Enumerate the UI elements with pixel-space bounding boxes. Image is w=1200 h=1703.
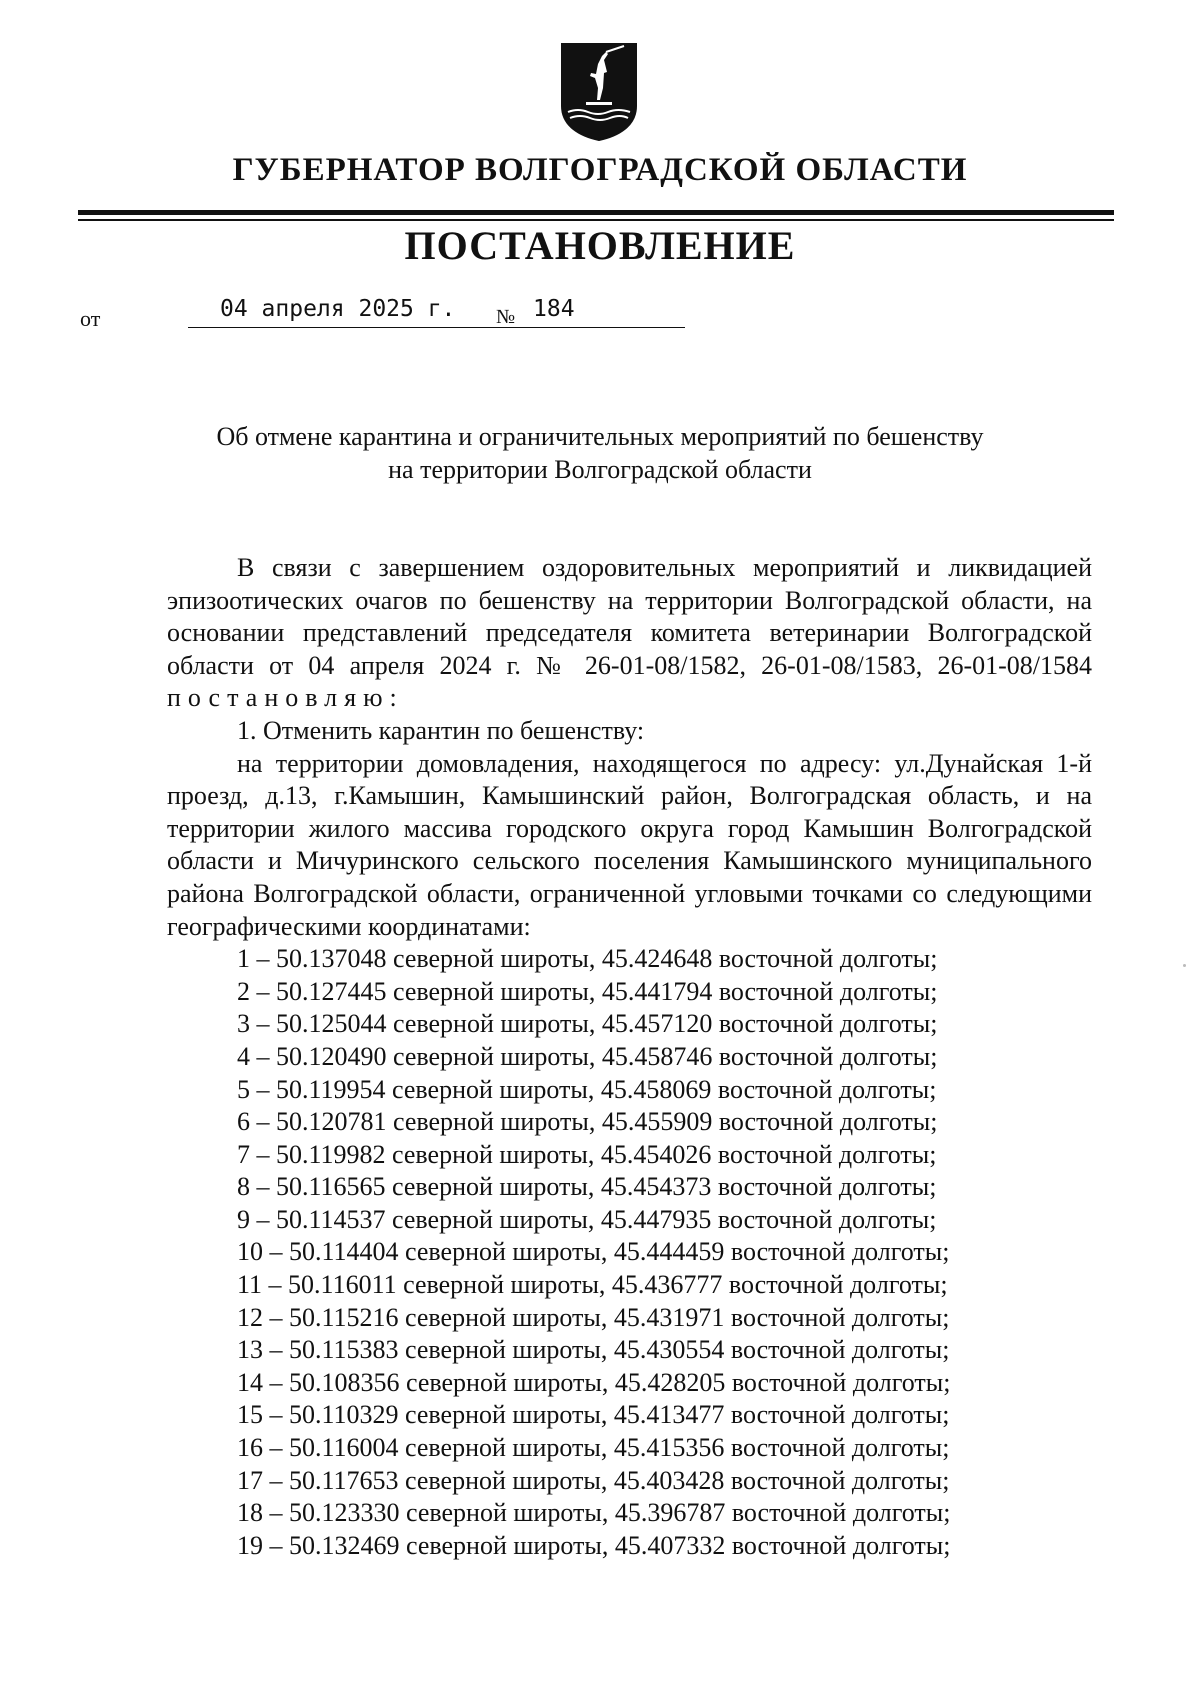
coat-of-arms-icon bbox=[560, 42, 638, 142]
coordinate-item: 7 – 50.119982 северной широты, 45.454026 восточной долготы; bbox=[237, 1139, 937, 1169]
coordinate-item: 5 – 50.119954 северной широты, 45.458069 восточной долготы; bbox=[237, 1074, 937, 1104]
coordinate-item: 9 – 50.114537 северной широты, 45.447935 восточной долготы; bbox=[237, 1204, 937, 1234]
header-divider-thick bbox=[78, 210, 1114, 215]
preamble-paragraph bbox=[167, 552, 1092, 715]
coordinate-item: 18 – 50.123330 северной широты, 45.396787 восточной долготы; bbox=[237, 1498, 951, 1528]
header-divider-thin bbox=[78, 219, 1114, 221]
subject-line-1: Об отмене карантина и ограничительных мероприятий по бешенству bbox=[216, 422, 984, 451]
coordinates-list bbox=[167, 943, 1092, 1562]
coordinate-item: 10 – 50.114404 северной широты, 45.444459 восточной долготы; bbox=[237, 1237, 950, 1267]
preamble-text: В связи с завершением оздоровительных мероприятий и ликвидацией эпизоотических очагов по бешенству на территории Волгоградской области, на основании представлений председателя комитета ветеринарии Волгоградской области от 04 апреля 2024 г. № 26-01-08/1582, 26-01-08/1583, 26-01-08/1584 bbox=[167, 553, 1092, 680]
coordinate-item: 8 – 50.116565 северной широты, 45.454373 восточной долготы; bbox=[237, 1172, 937, 1202]
document-number: 184 bbox=[525, 296, 685, 328]
resolve-word: постановляю: bbox=[167, 683, 404, 713]
issuing-authority: ГУБЕРНАТОР ВОЛГОГРАДСКОЙ ОБЛАСТИ bbox=[232, 152, 968, 188]
coordinate-item: 3 – 50.125044 северной широты, 45.457120 восточной долготы; bbox=[237, 1009, 938, 1039]
document-body bbox=[167, 552, 1092, 1562]
coordinate-item: 17 – 50.117653 северной широты, 45.403428 восточной долготы; bbox=[237, 1465, 950, 1495]
coordinate-item: 11 – 50.116011 северной широты, 45.436777 восточной долготы; bbox=[237, 1270, 948, 1300]
scan-artifact bbox=[1183, 964, 1186, 967]
coordinate-item: 4 – 50.120490 северной широты, 45.458746 восточной долготы; bbox=[237, 1041, 938, 1071]
coordinate-item: 15 – 50.110329 северной широты, 45.413477 восточной долготы; bbox=[237, 1400, 950, 1430]
item-1-title: 1. Отменить карантин по бешенству: bbox=[237, 715, 645, 745]
coordinate-item: 14 – 50.108356 северной широты, 45.428205 восточной долготы; bbox=[237, 1367, 951, 1397]
coordinate-item: 2 – 50.127445 северной широты, 45.441794 восточной долготы; bbox=[237, 976, 938, 1006]
coordinate-item: 6 – 50.120781 северной широты, 45.455909 восточной долготы; bbox=[237, 1107, 938, 1137]
document-date: 04 апреля 2025 г. bbox=[188, 296, 564, 328]
coordinate-item: 16 – 50.116004 северной широты, 45.415356 восточной долготы; bbox=[237, 1433, 950, 1463]
coordinate-item: 19 – 50.132469 северной широты, 45.407332 восточной долготы; bbox=[237, 1530, 951, 1560]
document-type: ПОСТАНОВЛЕНИЕ bbox=[404, 223, 796, 268]
document-subject bbox=[150, 420, 1050, 486]
coordinate-item: 12 – 50.115216 северной широты, 45.431971 восточной долготы; bbox=[237, 1302, 950, 1332]
subject-line-2: на территории Волгоградской области bbox=[388, 455, 812, 484]
item-1-text: на территории домовладения, находящегося по адресу: ул.Дунайская 1-й проезд, д.13, г.Камышин, Камышинский район, Волгоградская область, и на территории жилого массива городского округа город Камышин Волгоградской области и Мичуринского сельского поселения Камышинского муниципального района Волгоградской области, ограниченной угловыми точками со следующими географическими координатами: bbox=[167, 748, 1092, 941]
coordinate-item: 1 – 50.137048 северной широты, 45.424648 восточной долготы; bbox=[237, 944, 938, 974]
date-number-line bbox=[80, 296, 700, 330]
number-prefix: № bbox=[496, 306, 516, 328]
coordinate-item: 13 – 50.115383 северной широты, 45.430554 восточной долготы; bbox=[237, 1335, 950, 1365]
date-prefix: от bbox=[80, 306, 101, 331]
